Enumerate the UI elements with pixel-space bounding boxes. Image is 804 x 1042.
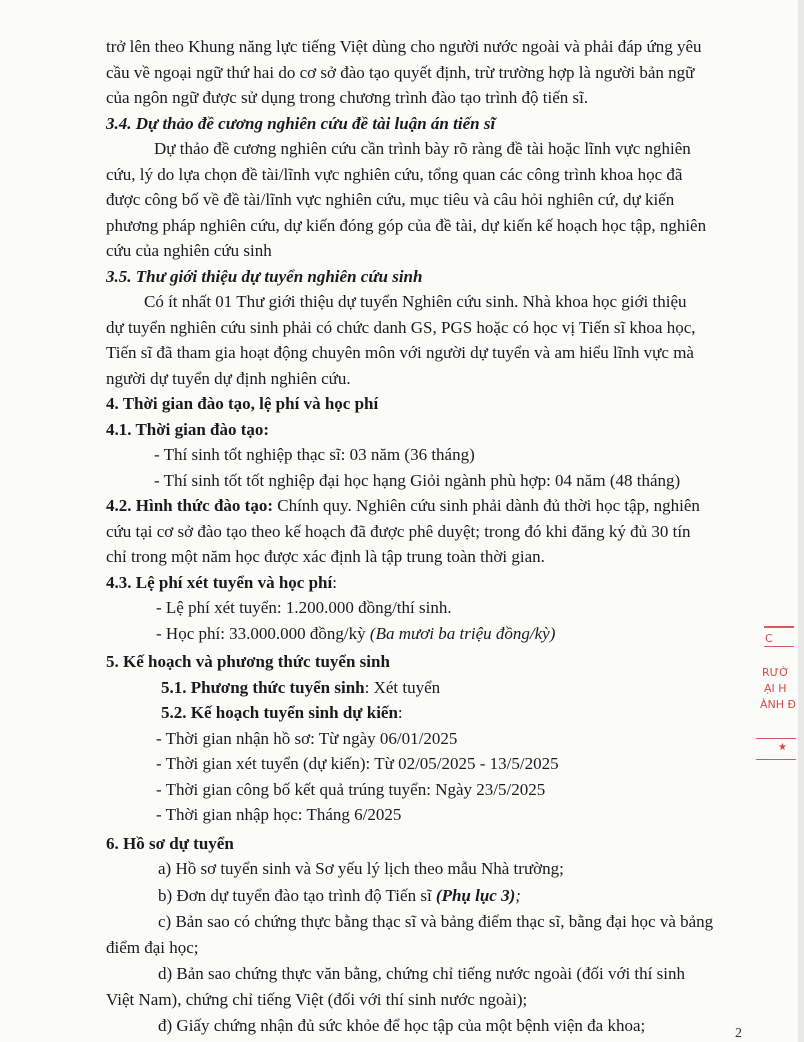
heading-4-3-row [106, 570, 750, 596]
schedule-item: - Thời gian công bố kết quả trúng tuyển: Ngày 23/5/2025 [156, 779, 546, 799]
text-4-2: Chính quy. Nghiên cứu sinh phải dành đủ thời học tập, nghiên [273, 496, 700, 515]
stamp-text: ẠI H [764, 682, 787, 695]
heading-3-4: 3.4. Dự thảo đề cương nghiên cứu đề tài luận án tiến sĩ [106, 113, 496, 133]
stamp-mark [764, 646, 794, 647]
document-page [106, 34, 750, 1039]
list-item: - Thí sinh tốt nghiệp thạc sĩ: 03 năm (36 tháng) [154, 445, 475, 464]
red-stamp-fragment [752, 618, 798, 768]
paragraph-3-5 [106, 289, 750, 391]
dossier-item-cont: điểm đại học; [106, 937, 199, 957]
stamp-letter: C [765, 632, 773, 645]
text-line: cứu, lý do lựa chọn đề tài/lĩnh vực nghiên cứu, tổng quan các công trình khoa học đã [106, 164, 683, 184]
text-line: Có ít nhất 01 Thư giới thiệu dự tuyển Nghiên cứu sinh. Nhà khoa học giới thiệu [144, 292, 687, 311]
text-line: được công bố về đề tài/lĩnh vực nghiên cứu, mục tiêu và câu hỏi nghiên cứ, dự kiến [106, 190, 675, 209]
dossier-item: d) Bản sao chứng thực văn bằng, chứng chỉ tiếng nước ngoài (đối với thí sinh [158, 964, 685, 983]
method-value: : Xét tuyển [364, 677, 441, 697]
list-item: - Thí sinh tốt tốt nghiệp đại học hạng Giỏi ngành phù hợp: 04 năm (48 tháng) [154, 470, 681, 490]
text-line: phương pháp nghiên cứu, dự kiến đóng góp của đề tài, dự kiến kế hoạch học tập, nghiên [106, 215, 707, 235]
intro-paragraph [106, 34, 750, 111]
stamp-mark [756, 759, 796, 760]
stamp-star-icon: ★ [778, 742, 787, 753]
colon: : [332, 572, 337, 592]
heading-5-2: 5.2. Kế hoạch tuyển sinh dự kiến [161, 703, 398, 722]
dossier-item: đ) Giấy chứng nhận đủ sức khỏe để học tập của một bệnh viện đa khoa; [158, 1016, 646, 1035]
dossier-item: c) Bản sao có chứng thực bằng thạc sĩ và bảng điểm thạc sĩ, bằng đại học và bảng [158, 912, 714, 931]
appendix-ref: (Phụ lục 3) [435, 885, 516, 905]
heading-6: 6. Hồ sơ dự tuyển [106, 833, 234, 853]
text-line: dự tuyển nghiên cứu sinh phải có chức danh GS, PGS hoặc có học vị Tiến sĩ khoa học, [106, 317, 696, 337]
stamp-mark [764, 626, 794, 628]
tuition-words: (Ba mươi ba triệu đồng/kỳ) [369, 623, 556, 643]
fee-item [106, 621, 750, 647]
text-line: Tiến sĩ đã tham gia hoạt động chuyên môn với người dự tuyển và am hiểu lĩnh vực mà [106, 343, 694, 362]
fee-item: - Lệ phí xét tuyển: 1.200.000 đồng/thí sinh. [156, 598, 452, 617]
text-line: cứu tại cơ sở đào tạo theo kế hoạch đã được phê duyệt; trong đó khi đăng ký đủ 30 tín [106, 521, 691, 541]
dossier-item [106, 883, 750, 909]
heading-3-5: 3.5. Thư giới thiệu dự tuyển nghiên cứu sinh [106, 266, 423, 286]
intro-line: trở lên theo Khung năng lực tiếng Việt dùng cho người nước ngoài và phải đáp ứng yêu [106, 37, 702, 56]
intro-line: của ngôn ngữ được sử dụng trong chương trình đào tạo trình độ tiến sĩ. [106, 88, 589, 107]
heading-4-3: 4.3. Lệ phí xét tuyển và học phí [106, 572, 333, 592]
dossier-item-cont: Việt Nam), chứng chỉ tiếng Việt (đối với thí sinh nước ngoài); [106, 989, 528, 1009]
text-line: người dự tuyển dự định nghiên cứu. [106, 368, 351, 388]
heading-5: 5. Kế hoạch và phương thức tuyển sinh [106, 652, 390, 671]
tuition-text: - Học phí: 33.000.000 đồng/kỳ [156, 623, 370, 643]
dossier-text: b) Đơn dự tuyển đào tạo trình độ Tiến sĩ [158, 885, 436, 905]
heading-4: 4. Thời gian đào tạo, lệ phí và học phí [106, 394, 379, 413]
schedule-item: - Thời gian nhận hồ sơ: Từ ngày 06/01/2025 [156, 728, 458, 748]
dossier-item: a) Hồ sơ tuyển sinh và Sơ yếu lý lịch theo mẫu Nhà trường; [158, 859, 564, 878]
text-line: Dự thảo đề cương nghiên cứu cần trình bày rõ ràng đề tài hoặc lĩnh vực nghiên [154, 139, 691, 158]
schedule-item: - Thời gian xét tuyển (dự kiến): Từ 02/05/2025 - 13/5/2025 [156, 754, 559, 773]
page-number: 2 [735, 1026, 742, 1041]
colon: : [397, 703, 403, 722]
stamp-mark [756, 738, 796, 739]
label-5-1: 5.1. Phương thức tuyển sinh [161, 677, 365, 697]
schedule-item: - Thời gian nhập học: Tháng 6/2025 [156, 805, 402, 824]
stamp-text: RƯỜ [762, 666, 790, 679]
method-row [106, 675, 750, 701]
heading-5-2-row [106, 700, 750, 726]
scan-edge [798, 0, 804, 1042]
label-4-2: 4.2. Hình thức đào tạo: [106, 496, 273, 515]
text-line: cứu của nghiên cứu sinh [106, 241, 272, 260]
stamp-text: ÀNH Đ [760, 698, 797, 711]
intro-line: cầu về ngoại ngữ thứ hai do cơ sở đào tạo quyết định, trừ trường hợp là người bản ngữ [106, 62, 695, 82]
heading-4-1: 4.1. Thời gian đào tạo: [106, 419, 270, 439]
paragraph-4-2 [106, 493, 750, 519]
dossier-end: ; [515, 885, 521, 905]
paragraph-3-4 [106, 136, 750, 264]
text-line: chỉ trong một năm học được xác định là tập trung toàn thời gian. [106, 547, 545, 566]
